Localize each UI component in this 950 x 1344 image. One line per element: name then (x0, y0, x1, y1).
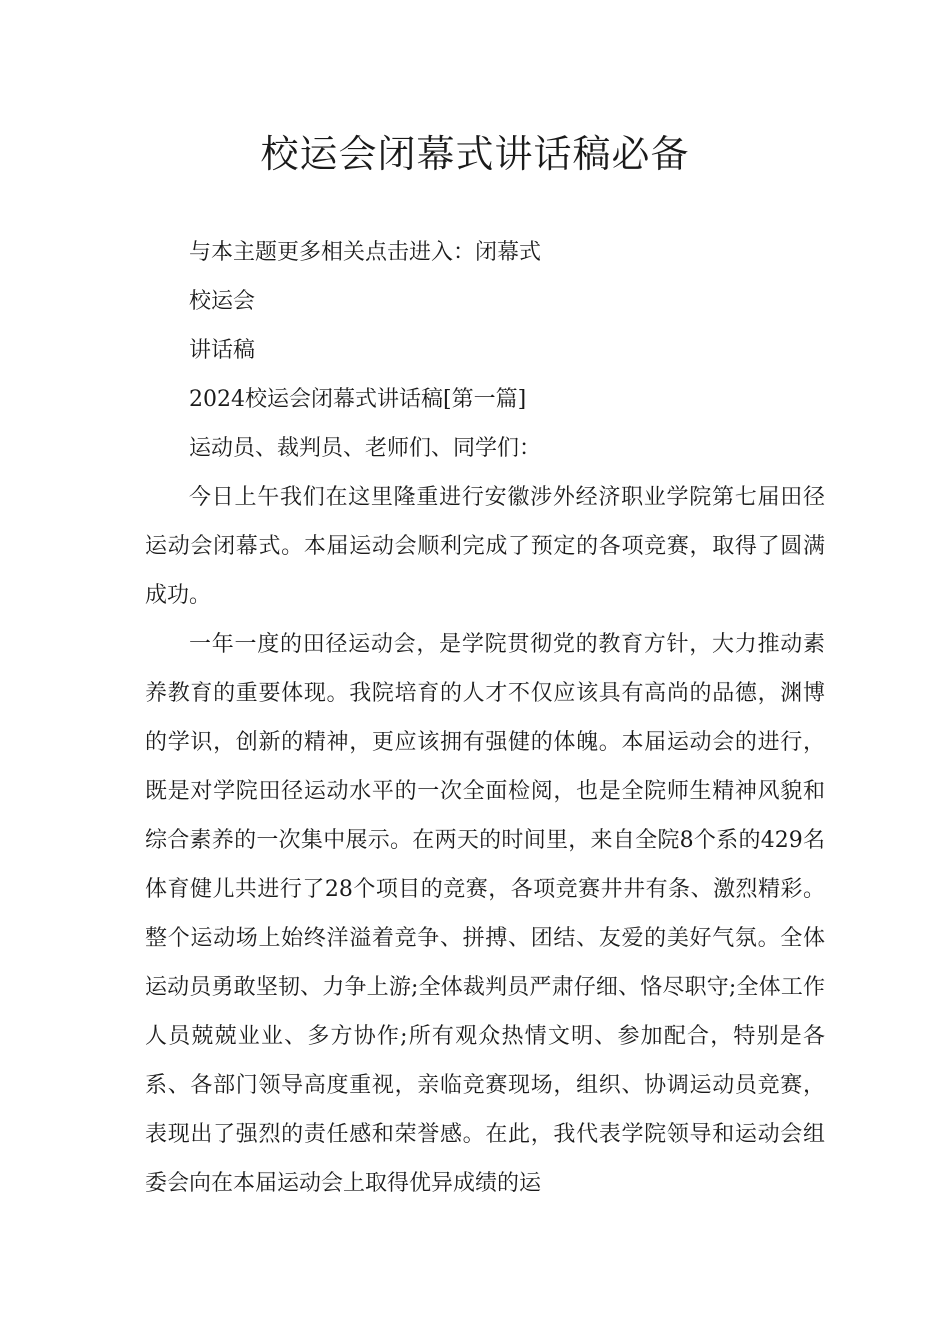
document-title: 校运会闭幕式讲话稿必备 (260, 132, 690, 176)
body-paragraph: 一年一度的田径运动会，是学院贯彻党的教育方针，大力推动素养教育的重要体现。我院培育的人才不仅应该具有高尚的品德，渊博的学识，创新的精神，更应该拥有强健的体魄。本届运动会的进行，既是对学院田径运动水平的一次全面检阅，也是全院师生精神风貌和综合素养的一次集中展示。在两天的时间里，来自全院8个系的429名体育健儿共进行了28个项目的竞赛，各项竞赛井井有条、激烈精彩。整个运动场上始终洋溢着竞争、拼搏、团结、友爱的美好气氛。全体运动员勇敢坚韧、力争上游;全体裁判员严肃仔细、恪尽职守;全体工作人员兢兢业业、多方协作;所有观众热情文明、参加配合，特别是各系、各部门领导高度重视，亲临竞赛现场，组织、协调运动员竞赛，表现出了强烈的责任感和荣誉感。在此，我代表学院领导和运动会组委会向在本届运动会上取得优异成绩的运 (145, 632, 825, 1196)
related-topic-item: 校运会 (189, 289, 256, 314)
section-heading: 2024校运会闭幕式讲话稿[第一篇] (189, 387, 527, 412)
related-topics-line: 与本主题更多相关点击进入：闭幕式 (189, 240, 542, 265)
salutation: 运动员、裁判员、老师们、同学们： (189, 436, 542, 461)
related-topic-item: 讲话稿 (189, 338, 256, 363)
document-body (145, 228, 825, 1208)
body-paragraph: 今日上午我们在这里隆重进行安徽涉外经济职业学院第七届田径运动会闭幕式。本届运动会顺利完成了预定的各项竞赛，取得了圆满成功。 (145, 485, 825, 608)
